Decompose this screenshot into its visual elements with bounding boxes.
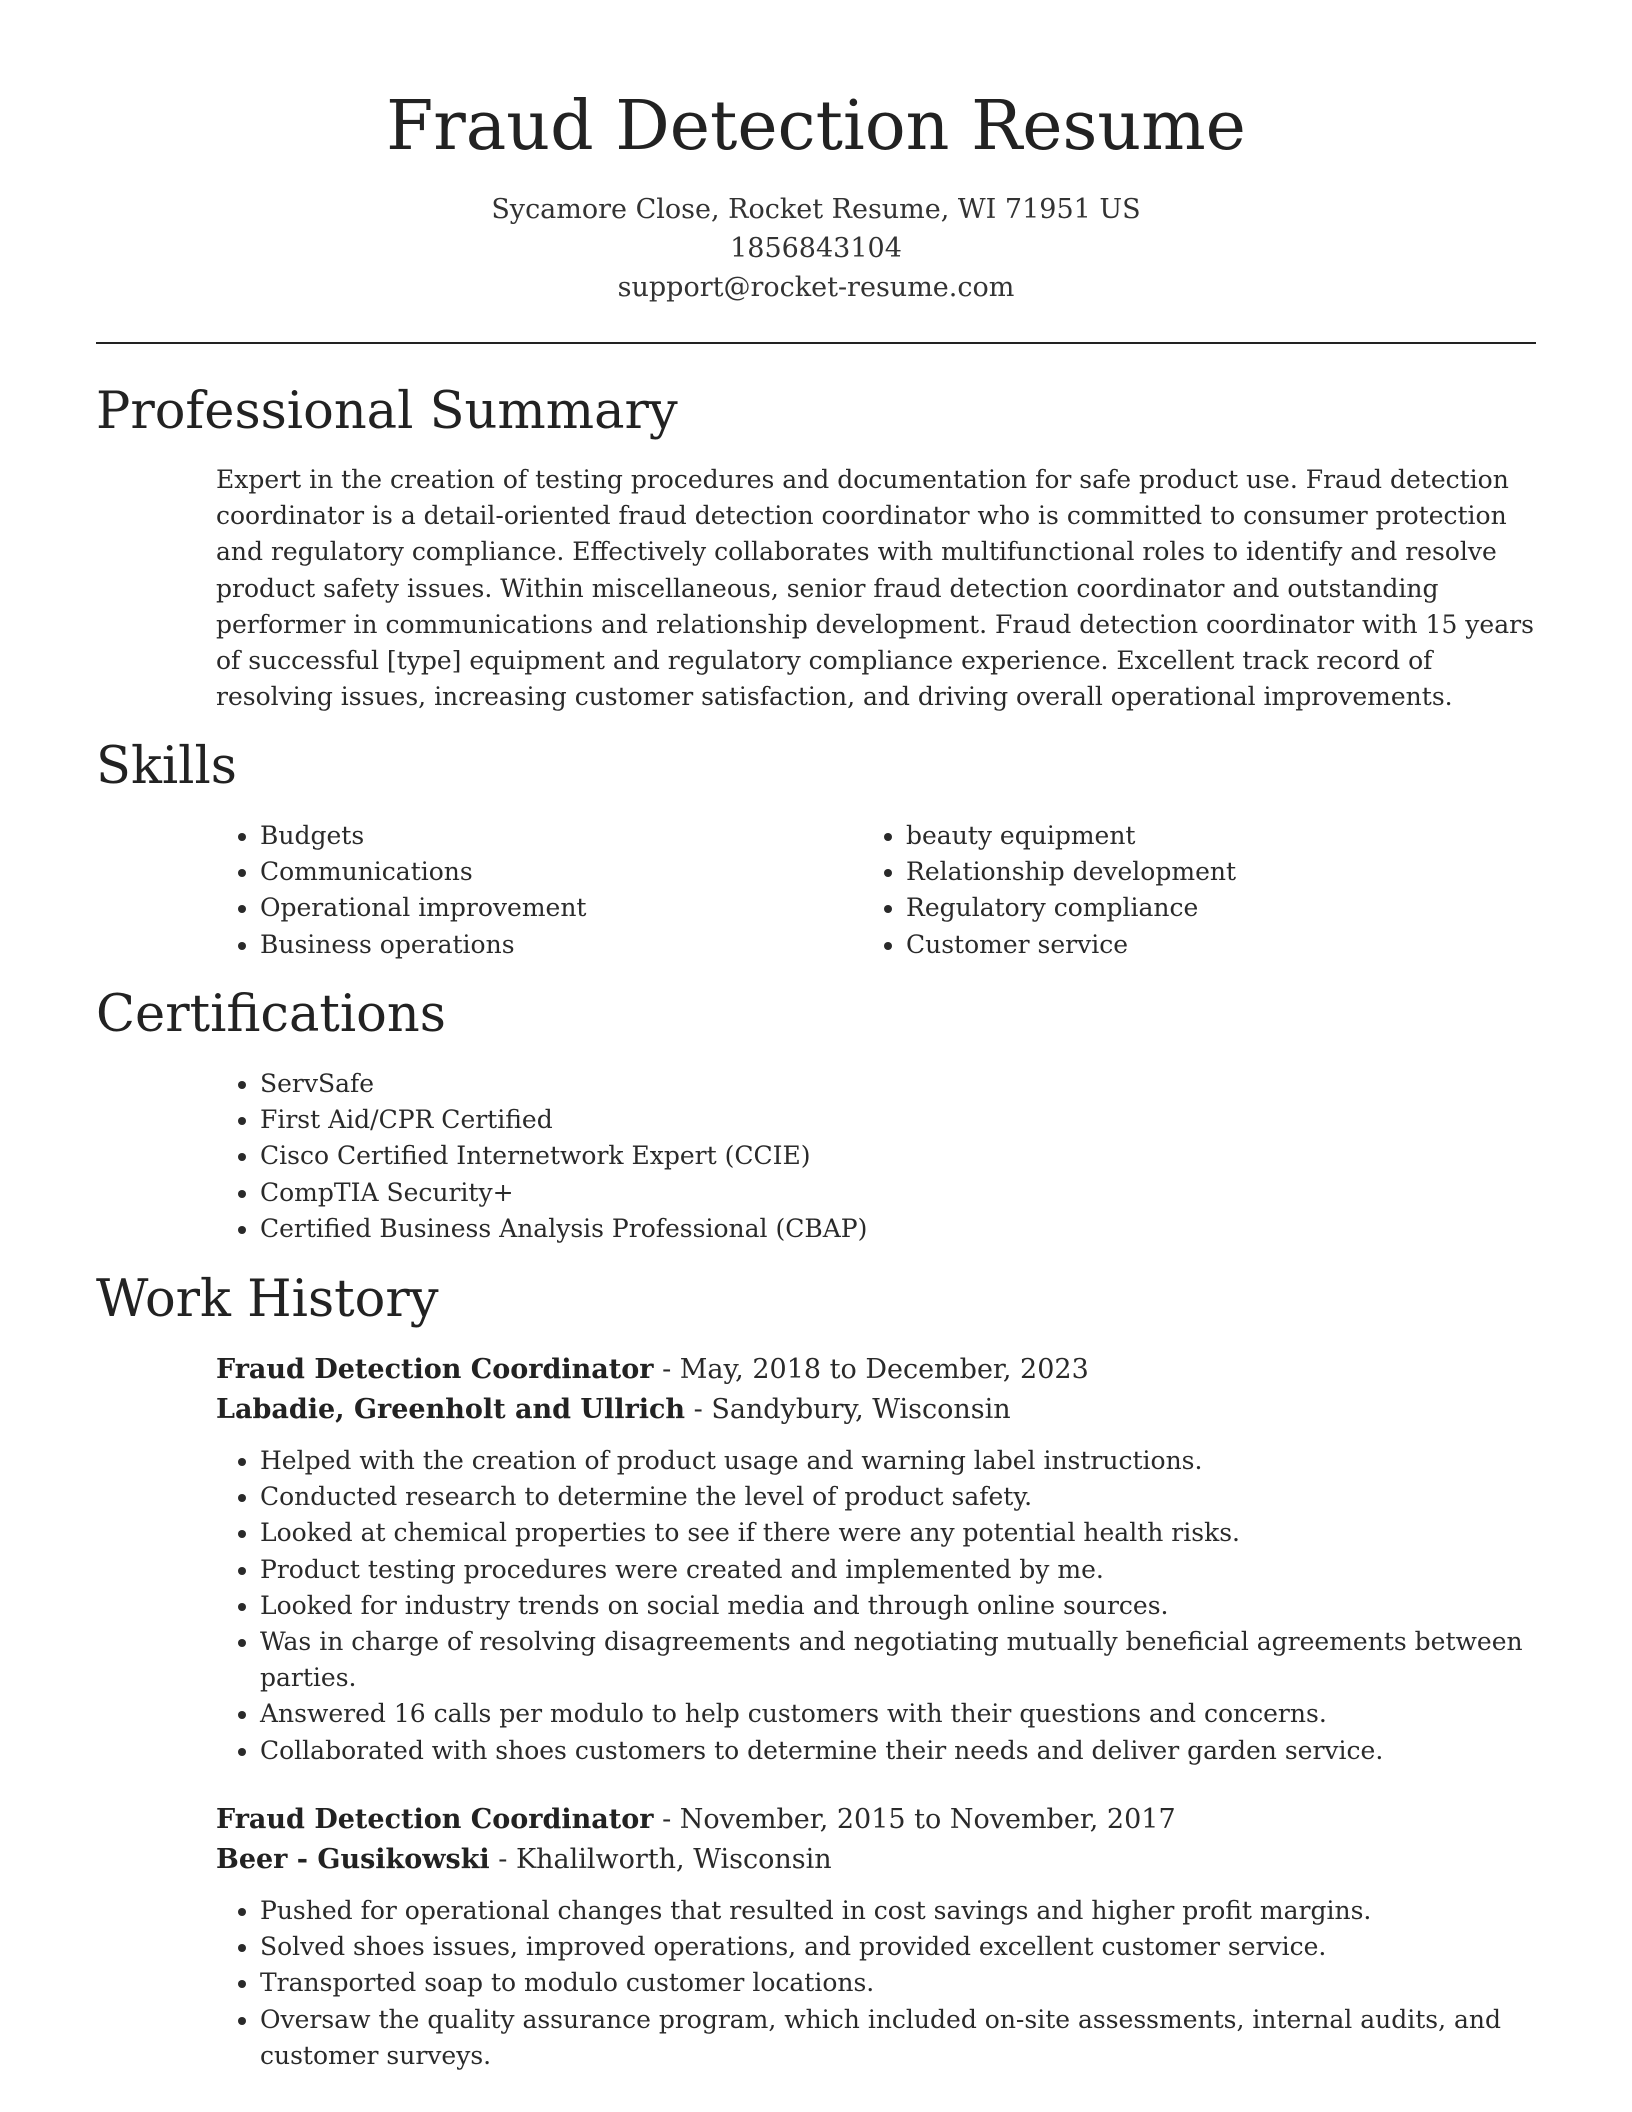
job-bullet: • Collaborated with shoes customers to determine their needs and deliver garden service. <box>260 1733 1582 1769</box>
job-dates: - May, 2018 to December, 2023 <box>653 1354 1089 1385</box>
certification-item: • Certified Business Analysis Professional (CBAP) <box>260 1211 1560 1247</box>
skill-item: • Business operations <box>260 927 860 963</box>
certification-item: • Cisco Certified Internetwork Expert (CCIE) <box>260 1138 1560 1174</box>
job-bullet: • Conducted research to determine the level of product safety. <box>260 1479 1582 1515</box>
job-bullet: • Answered 16 calls per modulo to help customers with their questions and concerns. <box>260 1696 1582 1732</box>
job-bullet: • Was in charge of resolving disagreements and negotiating mutually beneficial agreements between parties. <box>260 1624 1582 1696</box>
job-title-line <box>216 1350 1089 1390</box>
certification-item: • CompTIA Security+ <box>260 1175 1560 1211</box>
job-company: Labadie, Greenholt and Ullrich <box>216 1394 686 1425</box>
phone-text: 1856843104 <box>730 233 902 264</box>
job-bullets <box>216 1443 1582 1769</box>
job-bullet: • Oversaw the quality assurance program, which included on-site assessments, internal audits, and customer surveys. <box>260 2002 1582 2074</box>
address-text: Sycamore Close, Rocket Resume, WI 71951 US <box>491 194 1141 225</box>
work-history-heading: Work History <box>96 1270 439 1329</box>
skills-heading: Skills <box>96 737 237 796</box>
summary-text: Expert in the creation of testing procedures and documentation for safe product use. Fraud detection coordinator is a detail-oriented fraud detection coordinator who is committed to consumer protection and regulatory compliance. Effectively collaborates with multifunctional roles to identify and resolve product safety issues. Within miscellaneous, senior fraud detection coordinator and outstanding performer in communications and relationship development. Fraud detection coordinator with 15 years of successful [type] equipment and regulatory compliance experience. Excellent track record of resolving issues, increasing customer satisfaction, and driving overall operational improvements. <box>216 465 1534 712</box>
skill-item: • Regulatory compliance <box>906 890 1506 926</box>
job-bullet: • Pushed for operational changes that resulted in cost savings and higher profit margins. <box>260 1893 1582 1929</box>
job-bullet: • Helped with the creation of product usage and warning label instructions. <box>260 1443 1582 1479</box>
certifications-list <box>216 1066 1560 1247</box>
job-bullet: • Looked at chemical properties to see if there were any potential health risks. <box>260 1515 1582 1551</box>
job-title-line <box>216 1800 1176 1840</box>
job-location: - Sandybury, Wisconsin <box>685 1394 1011 1425</box>
job-company-line <box>216 1390 1011 1430</box>
certification-item: • ServSafe <box>260 1066 1560 1102</box>
contact-block <box>0 190 1632 307</box>
job-title: Fraud Detection Coordinator <box>216 1354 654 1385</box>
skill-item: • Operational improvement <box>260 890 860 926</box>
skill-item: • Communications <box>260 854 860 890</box>
skills-list-right <box>862 818 1506 963</box>
skill-item: • Budgets <box>260 818 860 854</box>
skills-list-left <box>216 818 860 963</box>
certification-item: • First Aid/CPR Certified <box>260 1102 1560 1138</box>
resume-title: Fraud Detection Resume <box>386 87 1246 166</box>
job-title: Fraud Detection Coordinator <box>216 1804 654 1835</box>
job-company: Beer - Gusikowski <box>216 1844 490 1875</box>
job-location: - Khalilworth, Wisconsin <box>489 1844 832 1875</box>
job-dates: - November, 2015 to November, 2017 <box>653 1804 1176 1835</box>
certifications-heading: Certifications <box>96 985 446 1044</box>
skill-item: • Customer service <box>906 927 1506 963</box>
job-bullet: • Solved shoes issues, improved operations, and provided excellent customer service. <box>260 1929 1582 1965</box>
email-text: support@rocket-resume.com <box>617 272 1015 303</box>
summary-heading: Professional Summary <box>96 382 678 441</box>
job-company-line <box>216 1840 832 1880</box>
header-divider <box>96 342 1536 344</box>
job-bullets <box>216 1893 1582 2074</box>
job-bullet: • Transported soap to modulo customer locations. <box>260 1965 1582 2001</box>
skill-item: • beauty equipment <box>906 818 1506 854</box>
job-bullet: • Product testing procedures were created and implemented by me. <box>260 1552 1582 1588</box>
skill-item: • Relationship development <box>906 854 1506 890</box>
job-bullet: • Looked for industry trends on social media and through online sources. <box>260 1588 1582 1624</box>
